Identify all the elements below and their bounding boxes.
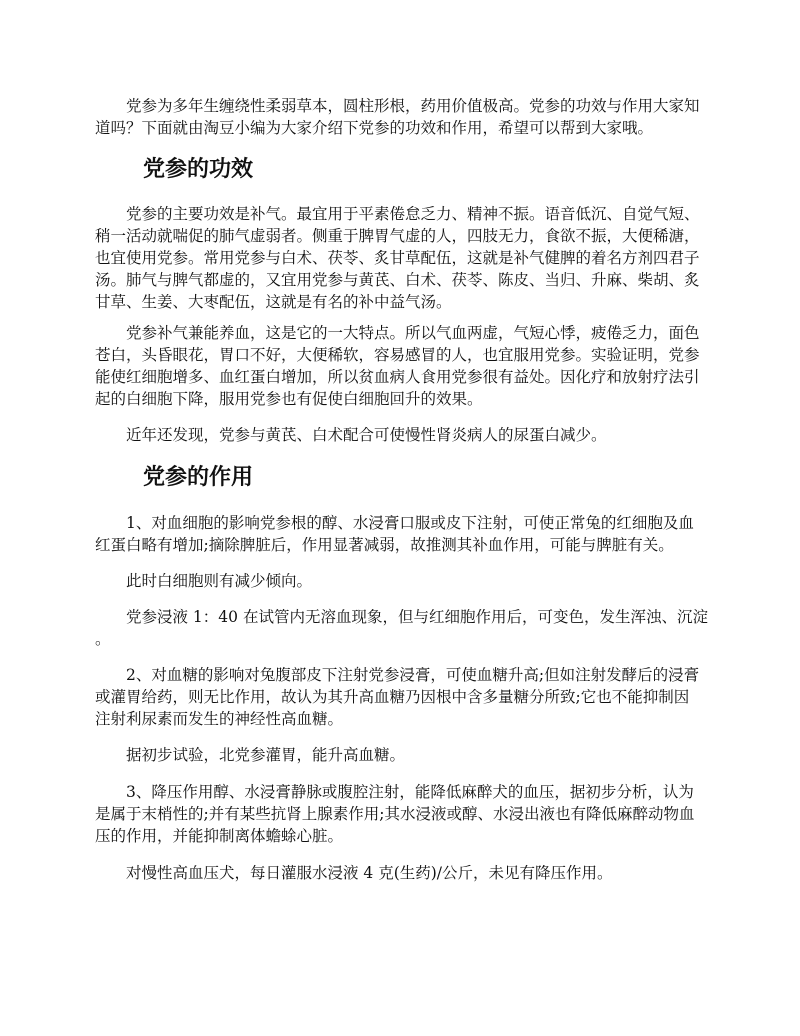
effects-paragraph-3 [95, 606, 708, 650]
text-line: 党参浸液 1：40 在试管内无溶血现象，但与红细胞作用后，可变色，发生浑浊、沉淀 [95, 608, 708, 626]
text-line: 。 [95, 630, 111, 648]
text-line: 道吗？下面就由淘豆小编为大家介绍下党参的功效和作用，希望可以帮到大家哦。 [95, 119, 654, 137]
efficacy-paragraph-1 [95, 203, 705, 313]
text-line: 压的作用，并能抑制离体蟾蜍心脏。 [95, 827, 344, 845]
text-line: 起的白细胞下降，服用党参也有促使白细胞回升的效果。 [95, 390, 483, 408]
text-line: 红蛋白略有增加;摘除脾脏后，作用显著减弱，故推测其补血作用，可能与脾脏有关。 [95, 536, 674, 554]
effects-paragraph-6 [95, 781, 705, 847]
effects-paragraph-5 [95, 744, 705, 766]
intro-paragraph [95, 95, 705, 139]
text-line: 甘草、生姜、大枣配伍，这就是有名的补中益气汤。 [95, 293, 452, 311]
efficacy-paragraph-2 [95, 322, 705, 410]
effects-paragraph-4 [95, 664, 705, 730]
text-line: 也宜使用党参。常用党参与白术、茯苓、炙甘草配伍，这就是补气健脾的着名方剂四君子 [95, 249, 700, 267]
effects-paragraph-2 [95, 570, 705, 592]
text-line: 近年还发现，党参与黄芪、白术配合可使慢性肾炎病人的尿蛋白减少。 [95, 426, 607, 444]
text-line: 能使红细胞增多、血红蛋白增加，所以贫血病人食用党参很有益处。因化疗和放射疗法引 [95, 368, 700, 386]
text-line: 党参的主要功效是补气。最宜用于平素倦怠乏力、精神不振。语音低沉、自觉气短、 [95, 205, 700, 223]
text-line: 此时白细胞则有减少倾向。 [95, 572, 313, 590]
text-line: 党参为多年生缠绕性柔弱草本，圆柱形根，药用价值极高。党参的功效与作用大家知 [95, 97, 700, 115]
efficacy-paragraph-3 [95, 424, 705, 446]
text-line: 党参补气兼能养血，这是它的一大特点。所以气血两虚，气短心悸，疲倦乏力，面色 [95, 324, 700, 342]
effects-paragraph-7 [95, 862, 705, 884]
text-line: 或灌胃给药，则无比作用，故认为其升高血糖乃因根中含多量糖分所致;它也不能抑制因 [95, 688, 690, 706]
section-heading-efficacy: 党参的功效 [143, 156, 254, 182]
text-line: 对慢性高血压犬，每日灌服水浸液 4 克(生药)/公斤，未见有降压作用。 [95, 864, 613, 882]
section-heading-effects: 党参的作用 [143, 464, 254, 490]
effects-paragraph-1 [95, 512, 705, 556]
text-line: 2、对血糖的影响对兔腹部皮下注射党参浸膏，可使血糖升高;但如注射发酵后的浸膏 [95, 666, 700, 684]
text-line: 是属于末梢性的;并有某些抗肾上腺素作用;其水浸液或醇、水浸出液也有降低麻醉动物血 [95, 805, 695, 823]
text-line: 汤。肺气与脾气都虚的，又宜用党参与黄芪、白术、茯苓、陈皮、当归、升麻、柴胡、炙 [95, 271, 700, 289]
text-line: 苍白，头昏眼花，胃口不好，大便稀软，容易感冒的人，也宜服用党参。实验证明，党参 [95, 346, 700, 364]
text-line: 稍一活动就喘促的肺气虚弱者。侧重于脾胃气虚的人，四肢无力，食欲不振，大便稀溏， [95, 227, 700, 245]
text-line: 1、对血细胞的影响党参根的醇、水浸膏口服或皮下注射，可使正常兔的红细胞及血 [95, 514, 694, 532]
text-line: 3、降压作用醇、水浸膏静脉或腹腔注射，能降低麻醉犬的血压，据初步分析，认为 [95, 783, 694, 801]
text-line: 注射利尿素而发生的神经性高血糖。 [95, 710, 344, 728]
text-line: 据初步试验，北党参灌胃，能升高血糖。 [95, 746, 406, 764]
